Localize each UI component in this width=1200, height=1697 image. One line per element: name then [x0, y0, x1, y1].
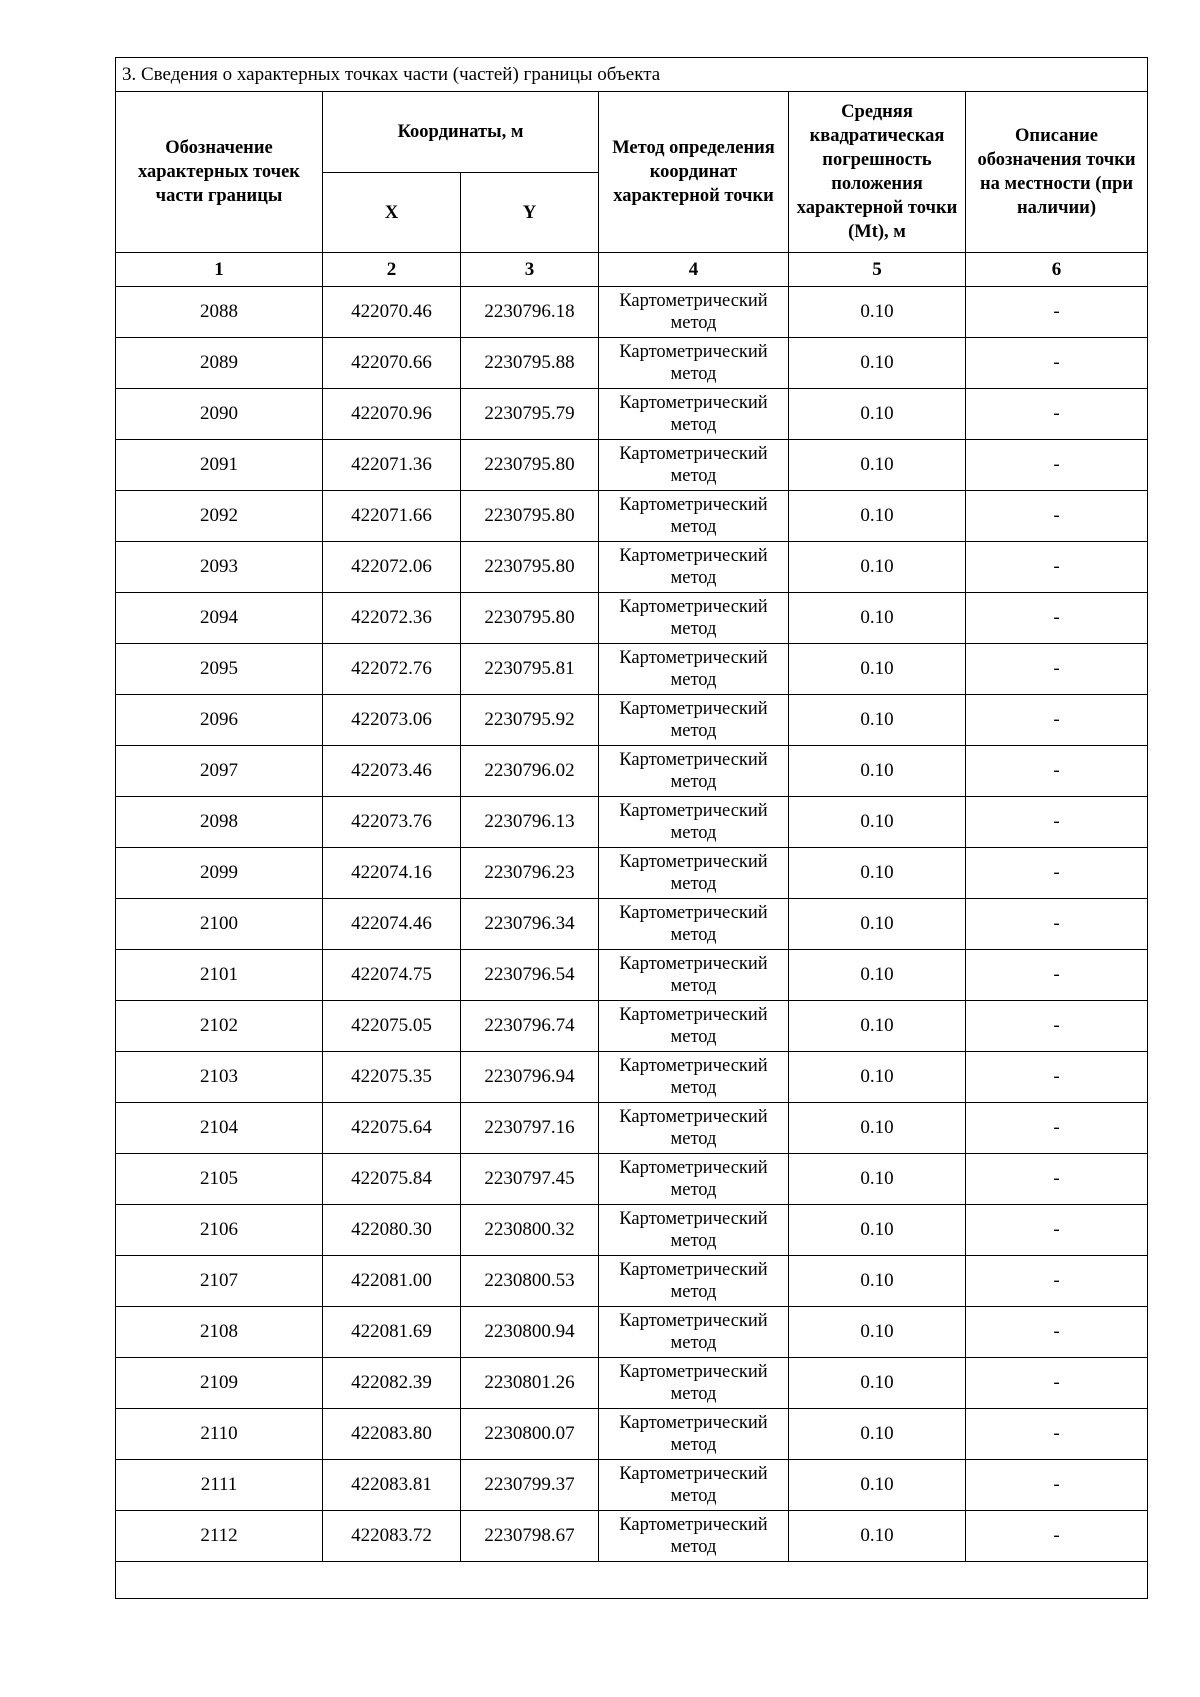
coordinate-y-cell: 2230796.74: [461, 1001, 599, 1052]
mean-error-cell: 0.10: [789, 491, 966, 542]
method-line-1: Картометрический: [619, 495, 768, 515]
description-cell: -: [966, 389, 1148, 440]
point-number-cell: 2105: [116, 1154, 323, 1205]
point-number-cell: 2112: [116, 1511, 323, 1562]
point-number-cell: 2098: [116, 797, 323, 848]
table-row: [116, 338, 1148, 389]
coordinate-x-cell: 422070.46: [323, 287, 461, 338]
method-line-2: метод: [670, 1282, 717, 1302]
table-row: [116, 1409, 1148, 1460]
table-row: [116, 1052, 1148, 1103]
coordinate-y-cell: 2230796.13: [461, 797, 599, 848]
description-cell: -: [966, 1511, 1148, 1562]
coordinate-y-cell: 2230795.80: [461, 440, 599, 491]
mean-error-cell: 0.10: [789, 1103, 966, 1154]
coordinate-x-cell: 422075.84: [323, 1154, 461, 1205]
method-line-1: Картометрический: [619, 1260, 768, 1280]
point-number-cell: 2106: [116, 1205, 323, 1256]
method-line-2: метод: [670, 874, 717, 894]
coordinate-y-cell: 2230795.80: [461, 542, 599, 593]
description-cell: -: [966, 695, 1148, 746]
mean-error-cell: 0.10: [789, 848, 966, 899]
point-number-cell: 2103: [116, 1052, 323, 1103]
method-cell: [599, 1256, 789, 1307]
description-cell: -: [966, 1256, 1148, 1307]
method-cell: [599, 1001, 789, 1052]
mean-error-cell: 0.10: [789, 1256, 966, 1307]
coordinate-y-cell: 2230795.80: [461, 491, 599, 542]
header-row-top: [116, 92, 1148, 173]
description-cell: -: [966, 1103, 1148, 1154]
method-cell: [599, 338, 789, 389]
method-cell: [599, 1154, 789, 1205]
point-number-cell: 2111: [116, 1460, 323, 1511]
section-title-row: [116, 58, 1148, 92]
method-line-1: Картометрический: [619, 444, 768, 464]
mean-error-cell: 0.10: [789, 1358, 966, 1409]
description-cell: -: [966, 746, 1148, 797]
coordinate-x-cell: 422072.06: [323, 542, 461, 593]
table-row: [116, 1511, 1148, 1562]
point-number-cell: 2088: [116, 287, 323, 338]
coordinate-y-cell: 2230795.79: [461, 389, 599, 440]
table-row: [116, 491, 1148, 542]
coordinate-y-cell: 2230800.94: [461, 1307, 599, 1358]
table-row: [116, 389, 1148, 440]
description-cell: -: [966, 1001, 1148, 1052]
description-cell: -: [966, 797, 1148, 848]
method-cell: [599, 389, 789, 440]
point-number-cell: 2101: [116, 950, 323, 1001]
coordinate-x-cell: 422074.75: [323, 950, 461, 1001]
method-cell: [599, 593, 789, 644]
coordinate-y-cell: 2230800.32: [461, 1205, 599, 1256]
coordinate-y-cell: 2230796.23: [461, 848, 599, 899]
coordinate-y-cell: 2230800.53: [461, 1256, 599, 1307]
method-cell: [599, 797, 789, 848]
description-cell: -: [966, 542, 1148, 593]
coordinate-x-cell: 422073.06: [323, 695, 461, 746]
mean-error-cell: 0.10: [789, 1052, 966, 1103]
table-row: [116, 1205, 1148, 1256]
method-line-2: метод: [670, 1486, 717, 1506]
method-line-1: Картометрический: [619, 699, 768, 719]
coordinate-y-cell: 2230797.16: [461, 1103, 599, 1154]
header-description: Описание обозначения точки на местности (при наличии): [966, 92, 1148, 253]
method-cell: [599, 899, 789, 950]
method-line-1: Картометрический: [619, 291, 768, 311]
header-designation: Обозначение характерных точек части границы: [116, 92, 323, 253]
empty-footer-cell: [116, 1562, 1148, 1599]
description-cell: -: [966, 593, 1148, 644]
method-line-2: метод: [670, 925, 717, 945]
method-line-2: метод: [670, 568, 717, 588]
header-x: X: [323, 173, 461, 253]
method-line-2: метод: [670, 772, 717, 792]
coordinate-y-cell: 2230796.18: [461, 287, 599, 338]
mean-error-cell: 0.10: [789, 1460, 966, 1511]
mean-error-cell: 0.10: [789, 695, 966, 746]
coordinate-y-cell: 2230796.54: [461, 950, 599, 1001]
coordinate-x-cell: 422071.66: [323, 491, 461, 542]
method-line-1: Картометрический: [619, 750, 768, 770]
mean-error-cell: 0.10: [789, 644, 966, 695]
method-line-2: метод: [670, 721, 717, 741]
method-line-1: Картометрический: [619, 393, 768, 413]
coordinate-x-cell: 422083.81: [323, 1460, 461, 1511]
method-line-2: метод: [670, 1537, 717, 1557]
description-cell: -: [966, 1307, 1148, 1358]
mean-error-cell: 0.10: [789, 593, 966, 644]
table-row: [116, 1256, 1148, 1307]
point-number-cell: 2094: [116, 593, 323, 644]
coordinate-y-cell: 2230795.81: [461, 644, 599, 695]
coordinate-y-cell: 2230798.67: [461, 1511, 599, 1562]
method-cell: [599, 440, 789, 491]
method-cell: [599, 1103, 789, 1154]
column-number: 3: [461, 253, 599, 287]
method-line-2: метод: [670, 619, 717, 639]
method-cell: [599, 1409, 789, 1460]
method-line-1: Картометрический: [619, 1464, 768, 1484]
description-cell: -: [966, 899, 1148, 950]
method-line-1: Картометрический: [619, 1311, 768, 1331]
table-row: [116, 746, 1148, 797]
mean-error-cell: 0.10: [789, 287, 966, 338]
description-cell: -: [966, 644, 1148, 695]
method-line-1: Картометрический: [619, 1515, 768, 1535]
coordinate-x-cell: 422075.05: [323, 1001, 461, 1052]
coordinate-y-cell: 2230795.88: [461, 338, 599, 389]
coordinate-x-cell: 422070.66: [323, 338, 461, 389]
method-line-1: Картометрический: [619, 801, 768, 821]
method-cell: [599, 695, 789, 746]
header-coordinates: Координаты, м: [323, 92, 599, 173]
description-cell: -: [966, 287, 1148, 338]
coordinate-x-cell: 422073.46: [323, 746, 461, 797]
point-number-cell: 2091: [116, 440, 323, 491]
mean-error-cell: 0.10: [789, 1205, 966, 1256]
mean-error-cell: 0.10: [789, 1001, 966, 1052]
document-page: [115, 57, 1147, 1599]
coordinate-y-cell: 2230799.37: [461, 1460, 599, 1511]
point-number-cell: 2090: [116, 389, 323, 440]
method-cell: [599, 1460, 789, 1511]
table-row: [116, 593, 1148, 644]
method-cell: [599, 950, 789, 1001]
method-line-1: Картометрический: [619, 1362, 768, 1382]
method-cell: [599, 1511, 789, 1562]
method-cell: [599, 1205, 789, 1256]
coordinate-x-cell: 422072.76: [323, 644, 461, 695]
method-cell: [599, 542, 789, 593]
method-line-2: метод: [670, 670, 717, 690]
mean-error-cell: 0.10: [789, 1409, 966, 1460]
coordinate-x-cell: 422074.16: [323, 848, 461, 899]
empty-footer-row: [116, 1562, 1148, 1599]
point-number-cell: 2096: [116, 695, 323, 746]
mean-error-cell: 0.10: [789, 440, 966, 491]
coordinate-y-cell: 2230797.45: [461, 1154, 599, 1205]
method-line-2: метод: [670, 1384, 717, 1404]
method-line-2: метод: [670, 1027, 717, 1047]
coordinate-x-cell: 422075.64: [323, 1103, 461, 1154]
coordinate-x-cell: 422074.46: [323, 899, 461, 950]
coordinate-x-cell: 422080.30: [323, 1205, 461, 1256]
coordinate-x-cell: 422083.80: [323, 1409, 461, 1460]
method-line-2: метод: [670, 1078, 717, 1098]
mean-error-cell: 0.10: [789, 389, 966, 440]
point-number-cell: 2108: [116, 1307, 323, 1358]
method-line-2: метод: [670, 1435, 717, 1455]
method-cell: [599, 848, 789, 899]
mean-error-cell: 0.10: [789, 1307, 966, 1358]
coordinate-y-cell: 2230796.02: [461, 746, 599, 797]
coordinate-x-cell: 422075.35: [323, 1052, 461, 1103]
method-line-2: метод: [670, 466, 717, 486]
method-cell: [599, 644, 789, 695]
description-cell: -: [966, 1358, 1148, 1409]
coordinate-y-cell: 2230796.94: [461, 1052, 599, 1103]
description-cell: -: [966, 338, 1148, 389]
table-row: [116, 695, 1148, 746]
point-number-cell: 2092: [116, 491, 323, 542]
method-line-1: Картометрический: [619, 546, 768, 566]
method-line-2: метод: [670, 415, 717, 435]
point-number-cell: 2097: [116, 746, 323, 797]
method-line-2: метод: [670, 1333, 717, 1353]
coordinate-y-cell: 2230795.92: [461, 695, 599, 746]
method-line-1: Картометрический: [619, 1158, 768, 1178]
coordinate-x-cell: 422083.72: [323, 1511, 461, 1562]
coordinate-y-cell: 2230801.26: [461, 1358, 599, 1409]
header-error: Средняя квадратическая погрешность положения характерной точки (Mt), м: [789, 92, 966, 253]
mean-error-cell: 0.10: [789, 797, 966, 848]
coordinate-y-cell: 2230800.07: [461, 1409, 599, 1460]
method-line-2: метод: [670, 364, 717, 384]
column-number: 2: [323, 253, 461, 287]
description-cell: -: [966, 848, 1148, 899]
point-number-cell: 2110: [116, 1409, 323, 1460]
method-line-2: метод: [670, 313, 717, 333]
method-cell: [599, 491, 789, 542]
column-number: 6: [966, 253, 1148, 287]
coordinate-x-cell: 422070.96: [323, 389, 461, 440]
method-cell: [599, 1358, 789, 1409]
method-cell: [599, 287, 789, 338]
description-cell: -: [966, 950, 1148, 1001]
table-row: [116, 1307, 1148, 1358]
method-cell: [599, 1307, 789, 1358]
method-line-2: метод: [670, 1129, 717, 1149]
description-cell: -: [966, 1205, 1148, 1256]
table-row: [116, 899, 1148, 950]
method-line-1: Картометрический: [619, 1413, 768, 1433]
point-number-cell: 2099: [116, 848, 323, 899]
coordinate-y-cell: 2230796.34: [461, 899, 599, 950]
coordinate-x-cell: 422071.36: [323, 440, 461, 491]
table-row: [116, 542, 1148, 593]
method-line-1: Картометрический: [619, 1056, 768, 1076]
mean-error-cell: 0.10: [789, 899, 966, 950]
method-line-1: Картометрический: [619, 1209, 768, 1229]
table-row: [116, 1460, 1148, 1511]
mean-error-cell: 0.10: [789, 542, 966, 593]
method-line-1: Картометрический: [619, 954, 768, 974]
column-number-row: [116, 253, 1148, 287]
coordinate-y-cell: 2230795.80: [461, 593, 599, 644]
mean-error-cell: 0.10: [789, 746, 966, 797]
table-row: [116, 440, 1148, 491]
table-row: [116, 1001, 1148, 1052]
method-line-1: Картометрический: [619, 852, 768, 872]
method-line-1: Картометрический: [619, 597, 768, 617]
point-number-cell: 2104: [116, 1103, 323, 1154]
description-cell: -: [966, 491, 1148, 542]
table-row: [116, 848, 1148, 899]
coordinate-x-cell: 422081.69: [323, 1307, 461, 1358]
header-method: Метод определения координат характерной точки: [599, 92, 789, 253]
coordinate-x-cell: 422082.39: [323, 1358, 461, 1409]
method-line-2: метод: [670, 517, 717, 537]
method-line-1: Картометрический: [619, 903, 768, 923]
description-cell: -: [966, 440, 1148, 491]
description-cell: -: [966, 1409, 1148, 1460]
point-number-cell: 2089: [116, 338, 323, 389]
method-line-2: метод: [670, 976, 717, 996]
point-number-cell: 2102: [116, 1001, 323, 1052]
mean-error-cell: 0.10: [789, 338, 966, 389]
method-line-2: метод: [670, 1180, 717, 1200]
mean-error-cell: 0.10: [789, 950, 966, 1001]
method-line-1: Картометрический: [619, 648, 768, 668]
coordinate-x-cell: 422081.00: [323, 1256, 461, 1307]
point-number-cell: 2095: [116, 644, 323, 695]
mean-error-cell: 0.10: [789, 1511, 966, 1562]
column-number: 4: [599, 253, 789, 287]
point-number-cell: 2100: [116, 899, 323, 950]
column-number: 5: [789, 253, 966, 287]
column-number: 1: [116, 253, 323, 287]
method-line-1: Картометрический: [619, 1107, 768, 1127]
table-row: [116, 1154, 1148, 1205]
description-cell: -: [966, 1154, 1148, 1205]
table-row: [116, 797, 1148, 848]
header-y: Y: [461, 173, 599, 253]
table-row: [116, 644, 1148, 695]
mean-error-cell: 0.10: [789, 1154, 966, 1205]
method-cell: [599, 746, 789, 797]
method-line-2: метод: [670, 823, 717, 843]
point-number-cell: 2093: [116, 542, 323, 593]
table-row: [116, 1358, 1148, 1409]
table-row: [116, 287, 1148, 338]
method-line-1: Картометрический: [619, 342, 768, 362]
method-cell: [599, 1052, 789, 1103]
table-row: [116, 950, 1148, 1001]
coordinate-x-cell: 422072.36: [323, 593, 461, 644]
method-line-2: метод: [670, 1231, 717, 1251]
section-title: 3. Сведения о характерных точках части (частей) границы объекта: [116, 58, 1148, 92]
description-cell: -: [966, 1052, 1148, 1103]
coordinate-x-cell: 422073.76: [323, 797, 461, 848]
table-row: [116, 1103, 1148, 1154]
boundary-points-table: [115, 57, 1148, 1599]
point-number-cell: 2109: [116, 1358, 323, 1409]
point-number-cell: 2107: [116, 1256, 323, 1307]
description-cell: -: [966, 1460, 1148, 1511]
method-line-1: Картометрический: [619, 1005, 768, 1025]
